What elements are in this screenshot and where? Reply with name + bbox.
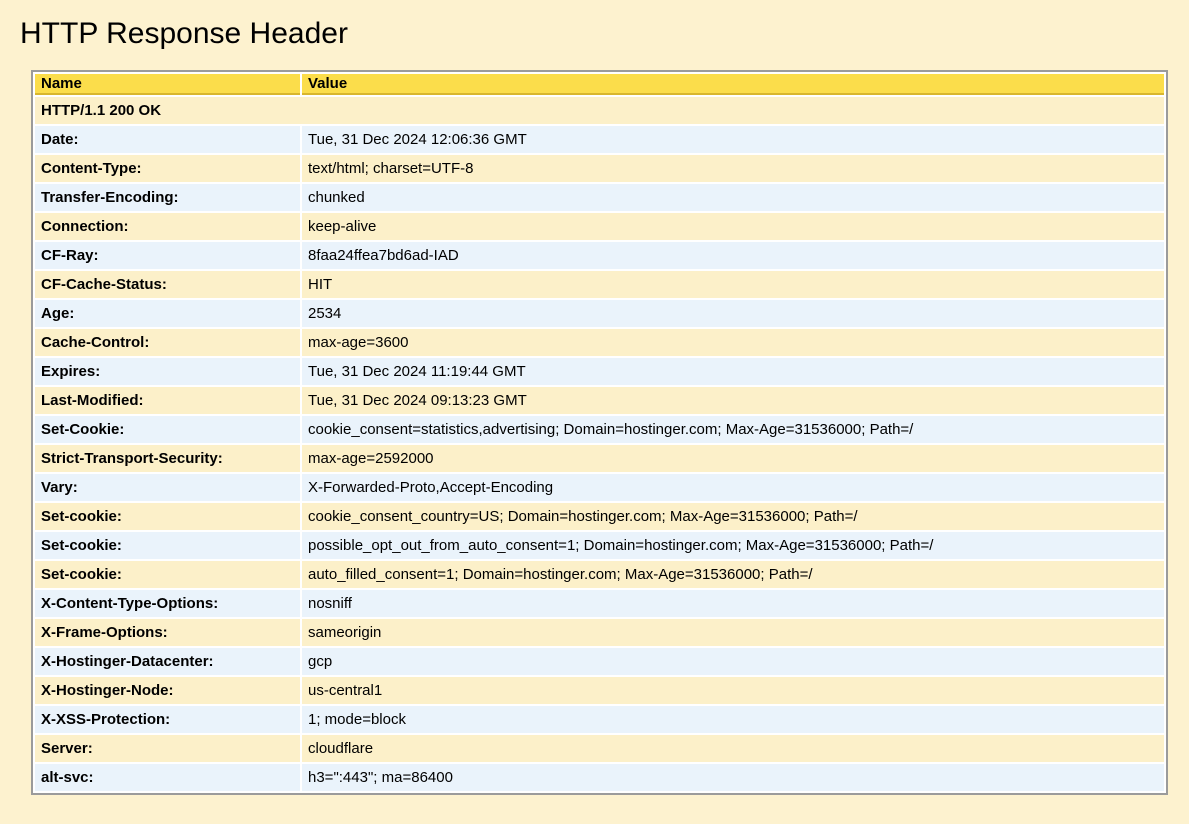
header-name: Set-cookie: [35,503,300,530]
header-value: gcp [302,648,1164,675]
header-value: h3=":443"; ma=86400 [302,764,1164,791]
header-row [35,126,1164,153]
header-row [35,184,1164,211]
header-name: Vary: [35,474,300,501]
header-value: Tue, 31 Dec 2024 09:13:23 GMT [302,387,1164,414]
page-title: HTTP Response Header [20,17,348,50]
header-row [35,155,1164,182]
header-value: cookie_consent=statistics,advertising; Domain=hostinger.com; Max-Age=31536000; Path=/ [302,416,1164,443]
header-row [35,445,1164,472]
header-name: Content-Type: [35,155,300,182]
header-value: 2534 [302,300,1164,327]
header-row [35,677,1164,704]
header-value: 8faa24ffea7bd6ad-IAD [302,242,1164,269]
status-line: HTTP/1.1 200 OK [35,97,1164,124]
header-row [35,590,1164,617]
header-row [35,619,1164,646]
header-row [35,271,1164,298]
header-value: max-age=2592000 [302,445,1164,472]
header-row [35,213,1164,240]
header-name: Cache-Control: [35,329,300,356]
header-name: CF-Cache-Status: [35,271,300,298]
header-name: CF-Ray: [35,242,300,269]
header-value: chunked [302,184,1164,211]
header-row [35,503,1164,530]
header-name: X-Hostinger-Node: [35,677,300,704]
header-name: alt-svc: [35,764,300,791]
header-row [35,735,1164,762]
status-line-row [35,97,1164,124]
header-row [35,648,1164,675]
column-header-value: Value [302,74,1164,95]
header-value: auto_filled_consent=1; Domain=hostinger.com; Max-Age=31536000; Path=/ [302,561,1164,588]
header-name: Expires: [35,358,300,385]
header-row [35,561,1164,588]
header-name: Set-cookie: [35,561,300,588]
header-value: cloudflare [302,735,1164,762]
header-name: X-XSS-Protection: [35,706,300,733]
header-row [35,329,1164,356]
header-row [35,387,1164,414]
header-name: Age: [35,300,300,327]
table-header-row [35,74,1164,95]
header-value: us-central1 [302,677,1164,704]
header-value: Tue, 31 Dec 2024 11:19:44 GMT [302,358,1164,385]
header-value: X-Forwarded-Proto,Accept-Encoding [302,474,1164,501]
column-header-name: Name [35,74,300,95]
header-value: max-age=3600 [302,329,1164,356]
header-value: sameorigin [302,619,1164,646]
header-row [35,764,1164,791]
header-name: Last-Modified: [35,387,300,414]
header-name: Set-Cookie: [35,416,300,443]
header-value: keep-alive [302,213,1164,240]
header-row [35,300,1164,327]
header-value: possible_opt_out_from_auto_consent=1; Domain=hostinger.com; Max-Age=31536000; Path=/ [302,532,1164,559]
header-name: X-Frame-Options: [35,619,300,646]
header-value: nosniff [302,590,1164,617]
header-value: HIT [302,271,1164,298]
header-name: Strict-Transport-Security: [35,445,300,472]
header-value: Tue, 31 Dec 2024 12:06:36 GMT [302,126,1164,153]
header-row [35,474,1164,501]
header-value: 1; mode=block [302,706,1164,733]
header-name: Date: [35,126,300,153]
header-name: X-Hostinger-Datacenter: [35,648,300,675]
header-name: Transfer-Encoding: [35,184,300,211]
header-name: Server: [35,735,300,762]
header-row [35,358,1164,385]
header-value: text/html; charset=UTF-8 [302,155,1164,182]
header-row [35,532,1164,559]
header-value: cookie_consent_country=US; Domain=hostinger.com; Max-Age=31536000; Path=/ [302,503,1164,530]
header-row [35,242,1164,269]
header-row [35,416,1164,443]
header-name: X-Content-Type-Options: [35,590,300,617]
header-row [35,706,1164,733]
header-name: Set-cookie: [35,532,300,559]
response-header-table [31,70,1168,795]
header-name: Connection: [35,213,300,240]
